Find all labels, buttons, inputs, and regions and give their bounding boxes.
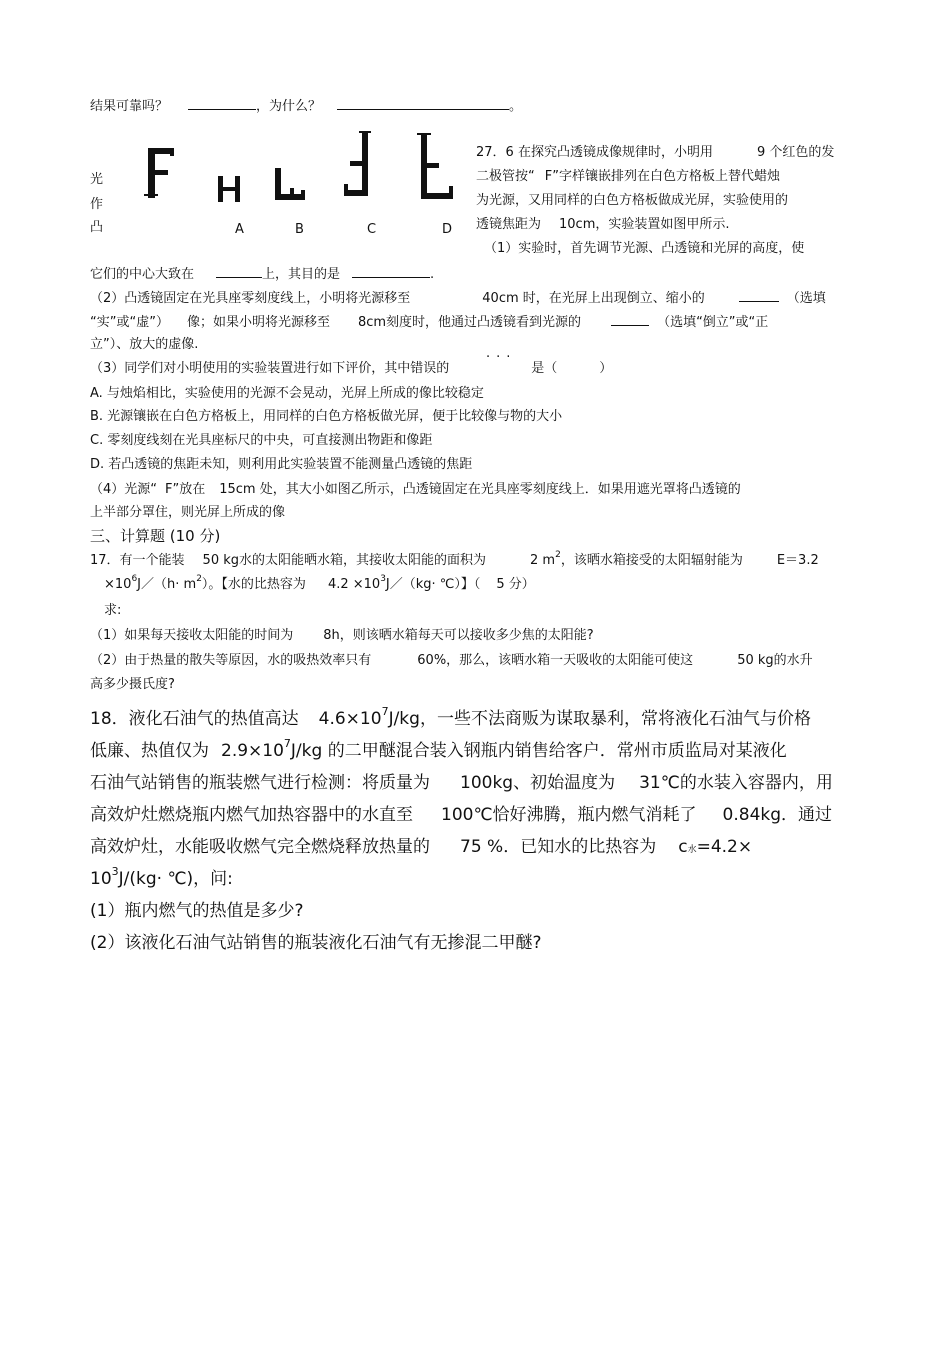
q18-line7: (1）瓶内燃气的热值是多少? [90,901,304,921]
side-char: 凸 [90,220,104,235]
figure-label-a: A [235,222,244,237]
answer-blank[interactable] [352,265,430,278]
q18-line4: 高效炉灶燃烧瓶内燃气加热容器中的水直至 100℃恰好沸腾，瓶内燃气消耗了 0.84kg．通过 [90,805,833,825]
question-text: 。 [509,99,523,114]
emphasis-dots: ... [486,346,517,361]
q27-line6: 它们的中心大致在 上，其目的是 . [90,267,435,282]
q17-line1: 17．有一个能装 50 kg水的太阳能晒水箱，其接收太阳能的面积为 2 $m^2$，该晒水箱接受的太阳辐射能为 E＝3.2 [90,549,819,568]
option-c[interactable]: C. 零刻度线刻在光具座标尺的中央，可直接测出物距和像距 [90,433,433,448]
top-question-line [90,97,522,115]
option-b[interactable]: B. 光源镶嵌在白色方格板上，用同样的白色方格板做光屏，便于比较像与物的大小 [90,409,563,424]
q27-line9: 立”）、放大的虚像. [90,337,199,352]
q18-line5: 高效炉灶，水能吸收燃气完全燃烧释放热量的 75 %．已知水的比热容为 c水=4.2× [90,837,753,857]
side-char: 光 [90,172,104,187]
q27-line7: （2）凸透镜固定在光具座零刻度线上，小明将光源移至 40cm 时，在光屏上出现倒立、缩小的 （选填 [90,291,826,306]
q27-line12: 上半部分罩住，则光屏上所成的像 [90,505,286,520]
q27-line11: （4）光源“ F”放在 15cm 处，其大小如图乙所示，凸透镜固定在光具座零刻度线上．如果用遮光罩将凸透镜的 [90,482,741,497]
f-shape-a [218,176,240,202]
figure-label-c: C [367,222,377,237]
side-char: 作 [90,197,104,212]
q17-line3: 求: [104,603,122,618]
q18-line1: 18．液化石油气的热值高达 $4.6\times 10^7J/kg$，一些不法商贩为谋取暴利，常将液化石油气与价格 [90,705,811,729]
q27-line10: （3）同学们对小明使用的实验装置进行如下评价，其中错误的 是（ ） [90,361,613,376]
q27-line4: 透镜焦距为 10cm，实验装置如图甲所示. [476,217,730,232]
answer-blank[interactable] [337,97,509,110]
answer-blank[interactable] [611,313,649,326]
option-d[interactable]: D. 若凸透镜的焦距未知，则利用此实验装置不能测量凸透镜的焦距 [90,457,473,472]
q27-line1: 27．6 在探究凸透镜成像规律时，小明用 9 个红色的发 [476,145,835,160]
question-text: ，为什么？ [256,99,322,114]
section-title: 三、计算题 (10 分) [90,527,221,545]
q27-line5: （1）实验时，首先调节光源、凸透镜和光屏的高度，使 [484,241,805,256]
q17-line5: （2）由于热量的散失等原因，水的吸热效率只有 60%，那么，该晒水箱一天吸收的太阳能可使这 50 kg的水升 [90,653,813,668]
q18-line3: 石油气站销售的瓶装燃气进行检测：将质量为 100kg、初始温度为 31℃的水装入容器内，用 [90,773,833,793]
q18-line8: (2）该液化石油气站销售的瓶装液化石油气有无掺混二甲醚? [90,933,542,953]
option-a[interactable]: A. 与烛焰相比，实验使用的光源不会晃动，光屏上所成的像比较稳定 [90,386,484,401]
q17-line4: （1）如果每天接收太阳能的时间为 8h，则该晒水箱每天可以接收多少焦的太阳能? [90,628,594,643]
q27-line3: 为光源，又用同样的白色方格板做成光屏，实验使用的 [476,193,789,208]
figure-label-d: D [442,222,453,237]
answer-blank[interactable] [739,289,779,302]
q17-line2: $\times 10^6J/(h\cdot m^2)$。【水的比热容为 $4.2 \times 10^3J/(kg\cdot$ ℃）】（ 5 分） [104,573,535,592]
figure-label-b: B [295,222,304,237]
f-shape-original [144,148,174,198]
q27-line2: 二极管按“ F”字样镶嵌排列在白色方格板上替代蜡烛 [476,169,780,184]
q27-line8: “实”或“虚”） 像；如果小明将光源移至 8cm刻度时，他通过凸透镜看到光源的 （选填“倒立”或“正 [90,315,769,330]
question-text: 结果可靠吗？ [90,99,169,114]
q17-line6: 高多少摄氏度? [90,677,175,692]
answer-blank[interactable] [188,97,256,110]
q18-line6: $10^3J/(kg\cdot$ ℃)，问: [90,865,233,889]
f-shape-d [417,133,453,199]
q18-line2: 低廉、热值仅为 $2.9\times 10^7J/kg$ 的二甲醚混合装入钢瓶内销售给客户．常州市质监局对某液化 [90,737,787,761]
f-shape-b [275,168,305,200]
f-shapes-figure [140,128,470,213]
answer-blank[interactable] [216,265,262,278]
f-shape-c [344,131,371,196]
